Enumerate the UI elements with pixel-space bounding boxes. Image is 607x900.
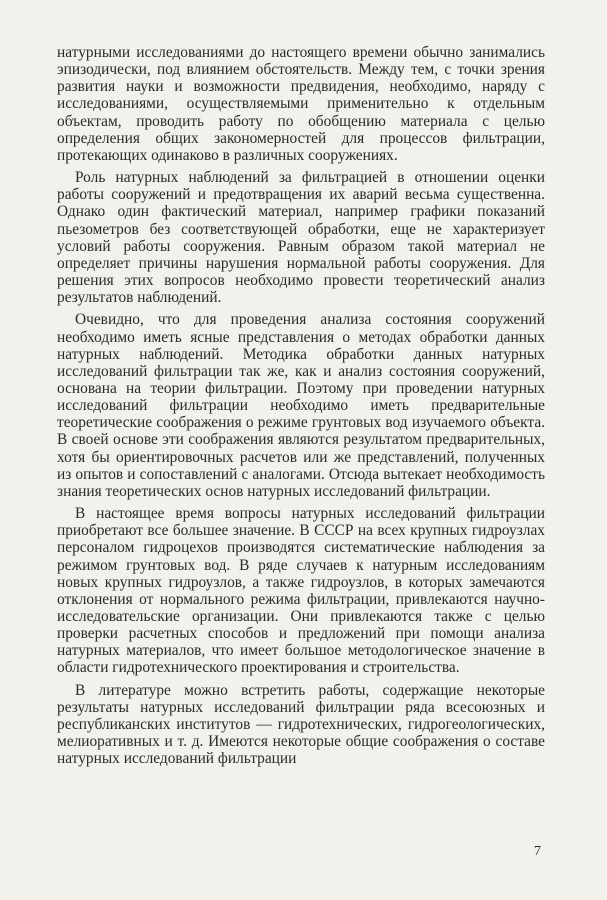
paragraph: В настоящее время вопросы натурных исследований фильтрации приобретают все большее значение. В СССР на всех крупных гидроузлах персоналом гидроцехов производятся систематические наблюдения за режимом грунтовых вод. В ряде случаев к натурным исследованиям новых крупных гидроузлов, а также гидроузлов, в которых замечаются отклонения от нормального режима фильтрации, привлекаются научно-исследовательские организации. Они привлекаются также с целью проверки расчетных способов и предложений при помощи анализа натурных материалов, что имеет большое методологическое значение в области гидротехнического проектирования и строительства. (57, 505, 545, 677)
paragraph-continuation: натурными исследованиями до настоящего времени обычно занимались эпизодически, под влиянием обстоятельств. Между тем, с точки зрения развития науки и возможности предвидения, необходимо, наряду с исследованиями, осуществляемыми применительно к отдельным объектам, проводить работу по обобщению материала с целью определения общих закономерностей для процессов фильтрации, протекающих одинаково в различных сооружениях. (57, 44, 545, 164)
paragraph: В литературе можно встретить работы, содержащие некоторые результаты натурных исследований фильтрации ряда всесоюзных и республиканских институтов — гидротехнических, гидрогеологических, мелиоративных и т. д. Имеются некоторые общие соображения о составе натурных исследований фильтрации (57, 681, 545, 768)
body-text (57, 44, 545, 767)
paragraph: Роль натурных наблюдений за фильтрацией в отношении оценки работы сооружений и предотвращения их аварий весьма существенна. Однако один фактический материал, например графики показаний пьезометров без соответствующей обработки, еще не характеризует условий работы сооружения. Равным образом такой материал не определяет причины нарушения нормальной работы сооружения. Для решения этих вопросов необходимо провести теоретический анализ результатов наблюдений. (57, 169, 545, 307)
page-number: 7 (534, 844, 541, 859)
paragraph: Очевидно, что для проведения анализа состояния сооружений необходимо иметь ясные представления о методах обработки данных натурных наблюдений. Методика обработки данных натурных исследований фильтрации так же, как и анализ состояния сооружений, основана на теории фильтрации. Поэтому при проведении натурных исследований фильтрации необходимо иметь предварительные теоретические соображения о режиме грунтовых вод изучаемого объекта. В своей основе эти соображения являются результатом предварительных, хотя бы ориентировочных расчетов или же представлений, полученных из опытов и сопоставлений с аналогами. Отсюда вытекает необходимость знания теоретических основ натурных исследований фильтрации. (57, 311, 545, 500)
